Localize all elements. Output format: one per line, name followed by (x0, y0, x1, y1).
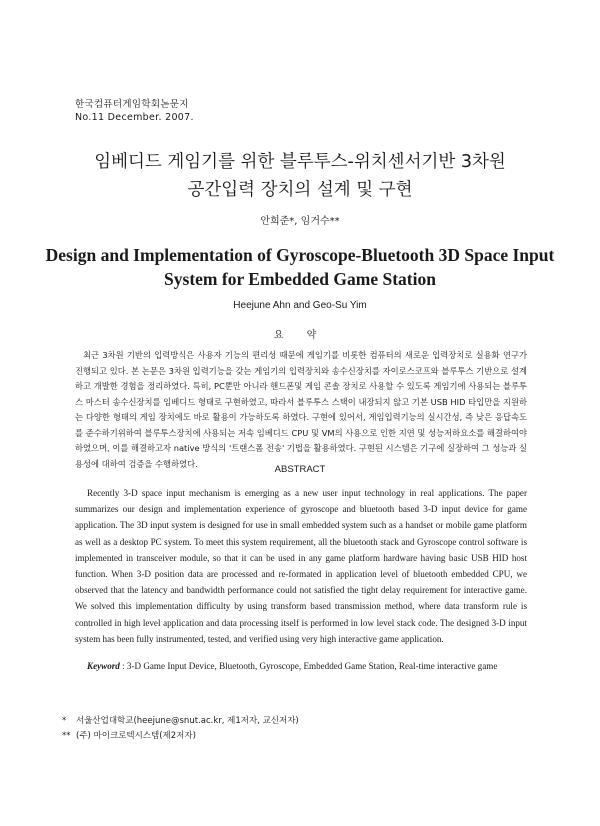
footnote-mark: * (62, 716, 67, 726)
footnote-text: 서울산업대학교(heejune@snut.ac.kr, 제1저자, 교신저자) (76, 716, 299, 726)
authors-korean: 안희준*, 임거수** (260, 216, 340, 227)
title-korean-line2: 공간입력 장치의 설계 및 구현 (187, 180, 413, 200)
title-english-line1: Design and Implementation of Gyroscope-Bluetooth 3D Space Input (45, 245, 555, 265)
title-english (0, 243, 600, 291)
journal-name: 한국컴퓨터게임학회논문지 (75, 99, 189, 110)
title-korean (0, 148, 600, 204)
footnotes (62, 714, 299, 744)
journal-header (75, 98, 194, 124)
keywords-text: : 3-D Game Input Device, Bluetooth, Gyroscope, Embedded Game Station, Real-time interactive game (119, 661, 498, 671)
authors-english: Heejune Ahn and Geo-Su Yim (233, 300, 367, 311)
title-english-line2: System for Embedded Game Station (164, 269, 436, 289)
abstract-english: Recently 3-D space input mechanism is emerging as a new user input technology in real applications. The paper summarizes our design and implementation experience of gyroscope and bluetooth based 3-D input device for game application. The 3D input system is designed for use in small embedded system such as a handset or mobile game platform as well as a desktop PC system. To meet this system requirement, all the bluetooth stack and Gyroscope control software is implemented in transceiver module, so that it can be used in any game platform hardware having basic USB HID host function. When 3-D position data are processed and re-formated in application level of bluetooth embedded CPU, we observed that the latency and bandwidth performance could not satisfied the tight delay requirement for interactive game. We solved this implementation difficulty by using transform based transmission method, where data transform rule is controlled in high level application and data processing itself is performed in low level stack code. The designed 3-D input system has been fully instrumented, tested, and verified using very high interactive game application. (75, 488, 527, 644)
abstract-korean-heading: 요 약 (273, 330, 327, 341)
abstract-english-heading: ABSTRACT (274, 464, 326, 475)
footnote-mark: ** (62, 731, 71, 741)
footnote (62, 729, 299, 744)
keywords (87, 661, 527, 671)
keywords-label: Keyword (87, 661, 120, 671)
journal-issue: No.11 December. 2007. (75, 112, 194, 123)
footnote (62, 714, 299, 729)
title-korean-line1: 임베디드 게임기를 위한 블루투스-위치센서기반 3차원 (94, 152, 506, 172)
footnote-text: (주) 마이크로텍시스템(제2저자) (76, 731, 196, 741)
abstract-korean: 최근 3차원 기반의 입력방식은 사용자 기능의 편리성 때문에 게임기를 비롯한 컴퓨터의 새로운 입력장치로 실용화 연구가 진행되고 있다. 본 논문은 3차원 입력기능을 갖는 게임기의 입력장치와 송수신장치를 자이로스코프와 블루투스 기반으로 설계하고 개발한 경험을 정리하였다. 특히, PC뿐만 아니라 핸드폰및 게임 콘솔 장치로 사용할 수 있도록 게임기에 사용되는 블루투스 마스터 송수신장치를 임베디드 형태로 구현하였고, 따라서 블루투스 스택이 내장되지 않고 기본 USB HID 타입만을 지원하는 다양한 형태의 게임 장치에도 바로 활용이 가능하도록 하였다. 구현에 있어서, 게임입력기능의 실시간성, 즉 낮은 응답속도를 준수하기위하여 블루투스장치에 사용되는 저속 임베디드 CPU 및 VM의 사용으로 인한 지연 및 성능저하요소를 해결하여야 하였으며, 이를 해결하고자 native 방식의 '트랜스폼 전송' 기법을 활용하였다. 구현된 시스템은 기구에 실장하여 그 성능과 실용성에 대하여 검증을 수행하였다. (75, 350, 528, 469)
